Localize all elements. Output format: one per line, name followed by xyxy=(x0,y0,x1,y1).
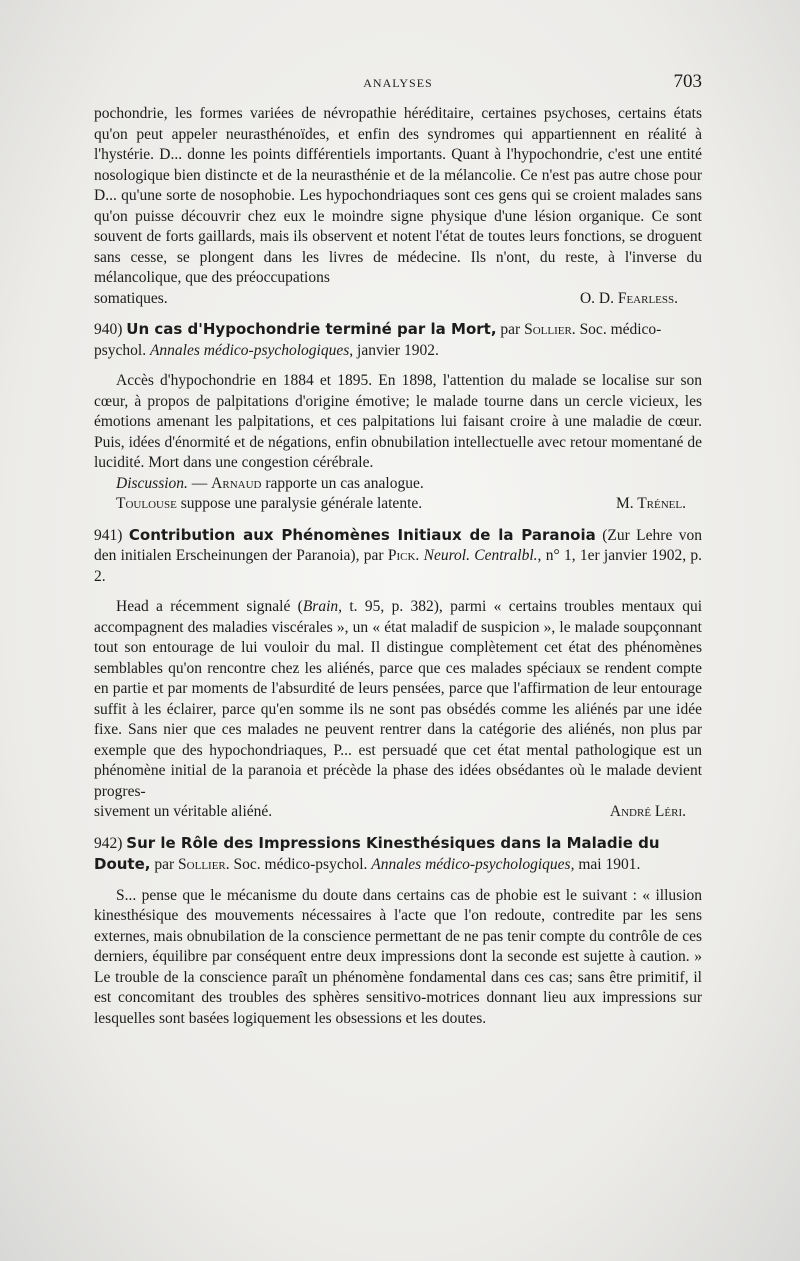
toulouse-remark xyxy=(116,494,422,515)
entry-940-body: Accès d'hypochondrie en 1884 et 1895. En 1898, l'attention du malade se localise sur son cœur, à propos de palpitations d'origine émotive; le malade tourne dans un cercle vicieux, les émotions amenant les palpitations, et ces palpitations lui faisant croire à une maladie de cœur. Puis, idées d'énormité et de négations, enfin obnubilation intellectuelle avec retour momentané de lucidité. Mort dans une congestion cérébrale. xyxy=(94,372,702,471)
discussion-text: rapporte un cas analogue. xyxy=(265,474,424,492)
discussion-name: Arnaud xyxy=(211,474,262,492)
paragraph-last-line: sivement un véritable aliéné. xyxy=(94,803,273,820)
entry-reference: n° 1, 1er janvier 1902, p. 2. xyxy=(94,547,703,585)
article-text xyxy=(94,104,702,1029)
entry-number: 941) xyxy=(94,526,123,544)
entry-title: Sur le Rôle des Impressions Kinesthésiques dans la Maladie du Doute, xyxy=(94,833,660,873)
entry-date: mai 1901. xyxy=(578,856,641,873)
entry-941-body xyxy=(94,597,702,802)
entry-source: Soc. médico-psychol. xyxy=(233,856,368,873)
entry-journal: Annales médico-psychologiques, xyxy=(371,856,575,873)
entry-date: janvier 1902. xyxy=(357,341,439,359)
page-number: 703 xyxy=(673,71,702,92)
by-word: par xyxy=(500,321,521,338)
toulouse-text: suppose une paralysie générale latente. xyxy=(180,495,423,512)
toulouse-name: Toulouse xyxy=(116,495,177,512)
discussion-label: Discussion. xyxy=(116,474,188,492)
entry-author: Pick. xyxy=(387,547,420,564)
reviewer-signature: André Léri. xyxy=(609,803,686,820)
entry-number: 942) xyxy=(94,834,123,852)
entry-942-body: S... pense que le mécanisme du doute dans certains cas de phobie est le suivant : « illusion kinesthésique des mouvements nécessaires à l'acte que l'on redoute, contredite par les sens externes, mais obnubilation de la conscience permettant de ne pas tenir compte du contrôle de ces derniers, équilibre par conséquent entre deux impressions dont la seconde est sujette à caution. » Le trouble de la conscience paraît un phénomène fondamental dans ces cas; sans être primitif, il est concomitant des troubles des sphères sensitivo-motrices donnant lieu aux impressions sur lesquelles sont basées logiquement les obsessions et les doutes. xyxy=(94,886,702,1027)
entry-journal: Neurol. Centralbl., xyxy=(423,547,542,564)
brain-journal: Brain, xyxy=(302,598,343,615)
discussion-dash: — xyxy=(191,474,208,492)
entry-number: 940) xyxy=(94,321,123,338)
entry-941-closing xyxy=(94,802,702,823)
body-text-a: Head a récemment signalé ( xyxy=(116,598,303,615)
entry-940-heading xyxy=(94,319,702,361)
entry-source: Soc. médico-psychol. xyxy=(94,321,662,359)
entry-journal: Annales médico-psychologiques, xyxy=(149,341,354,359)
reviewer-signature: M. Trénel. xyxy=(615,495,686,512)
paragraph-end-with-signature xyxy=(94,289,702,310)
entry-941-heading xyxy=(94,525,702,588)
entry-942-heading xyxy=(94,833,702,876)
reviewer-signature: O. D. Fearless. xyxy=(579,289,678,307)
page-header xyxy=(94,72,702,96)
entry-author: Sollier. xyxy=(524,321,576,338)
by-word: par xyxy=(154,856,175,873)
entry-title: Contribution aux Phénomènes Initiaux de la Paranoia xyxy=(128,525,596,544)
running-head: ANALYSES xyxy=(363,76,433,90)
continued-paragraph: pochondrie, les formes variées de névropathie héréditaire, certaines psychoses, certains états qu'on peut appeler neurasthénoïdes, et enfin des syndromes qui appartiennent en réalité à l'hystérie. D... donne les points différentiels importants. Quant à l'hypochondrie, c'est une entité nosologique bien distincte et de la neurasthénie et de la mélancolie. Ce n'est pas autre chose pour D... qu'une sorte de nosophobie. Les hypochondriaques sont ces gens qui se croient malades sans qu'on puisse découvrir chez eux le moindre signe physique d'une lésion organique. Ce sont souvent de forts gaillards, mais ils observent et notent l'état de toutes leurs fonctions, se droguent sans cesse, se plongent dans les livres de médecine. Ils n'ont, du reste, à l'inverse du mélancolique, que des préoccupations xyxy=(94,105,702,286)
body-text-b: t. 95, p. 382), parmi « certains troubles mentaux qui accompagnent des maladies viscérales », un « état maladif de suspicion », le malade soupçonnant tout son entourage de lui vouloir du mal. Il distingue complètement cet état des phénomènes semblables qu'on rencontre chez les aliénés, parce que ces malades spéciaux se rendent compte en partie et par moments de l'absurdité de leurs pensées, parce que l'affirmation de leur entourage suffit à les éclairer, parce qu'en somme ils ne sont pas obsédés comme les aliénés par une idée fixe. Sans nier que ces malades ne peuvent rentrer dans la catégorie des aliénés, non plus par exemple que des hypochondriaques, P... est persuadé que cet état mental pathologique est un phénomène initial de la paranoia et précède la phase des idées obsédantes où le malade devient progres- xyxy=(94,598,703,800)
entry-940-discussion xyxy=(94,474,702,495)
entry-german-title: (Zur Lehre von den initialen Erscheinungen der Paranoia), par xyxy=(94,526,703,564)
entry-author: Sollier. xyxy=(178,856,230,873)
entry-title: Un cas d'Hypochondrie terminé par la Mort, xyxy=(126,320,497,338)
entry-940-closing xyxy=(94,494,702,515)
paragraph-last-line: somatiques. xyxy=(94,289,168,307)
